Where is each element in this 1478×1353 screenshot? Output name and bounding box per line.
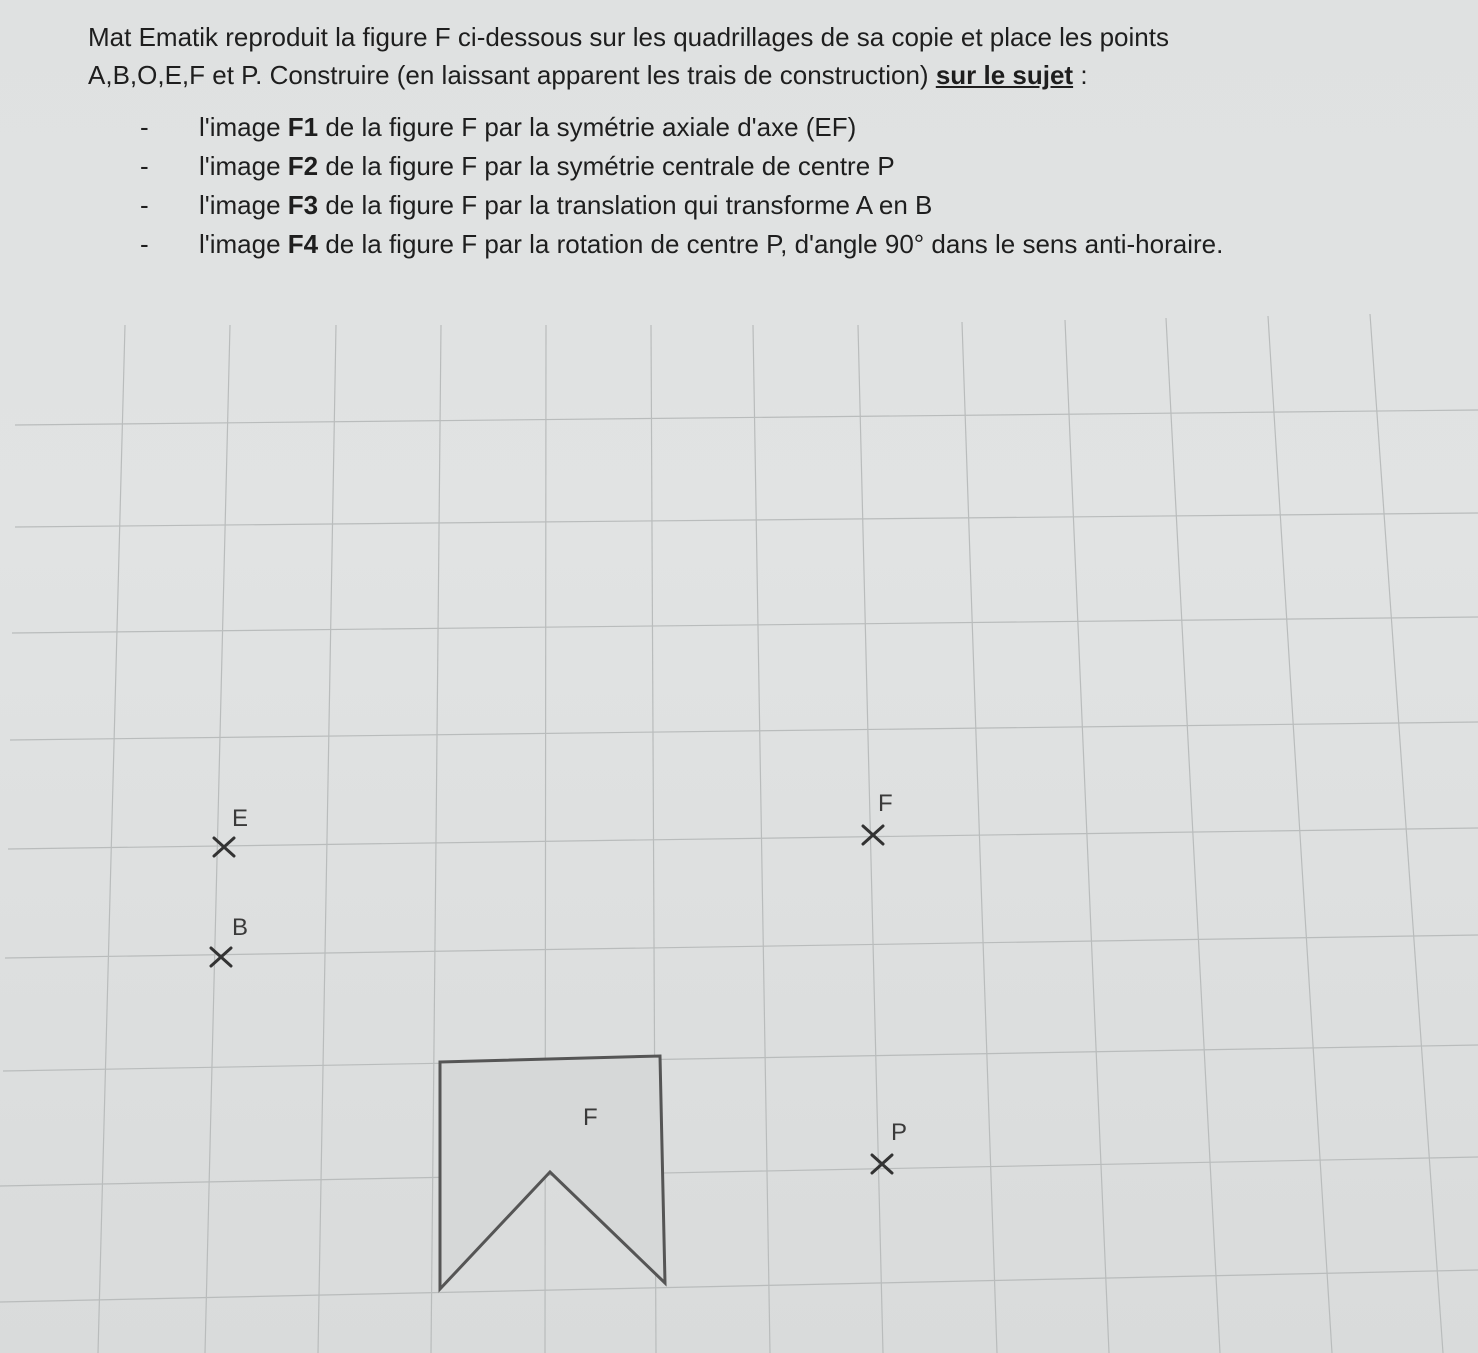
point-f-label: F: [878, 790, 893, 817]
point-b-label: B: [232, 914, 249, 941]
grid-line-horizontal: [15, 513, 1478, 527]
intro-line-2-prefix: A,B,O,E,F et P. Construire (en laissant apparent les trais de construction): [88, 60, 936, 90]
figure-f-shape: [440, 1056, 665, 1289]
task-dash: -: [140, 112, 149, 142]
intro-line-1: Mat Ematik reproduit la figure F ci-dessous sur les quadrillages de sa copie et place les points: [88, 22, 1169, 52]
sur-le-sujet-emphasis: sur le sujet: [935, 60, 1074, 90]
grid-line-vertical: [545, 325, 546, 1353]
grid-line-vertical: [205, 325, 230, 1353]
grid-line-vertical: [962, 322, 997, 1353]
task-figure-name: F3: [287, 190, 319, 220]
point-b: [211, 914, 248, 966]
grid-line-vertical: [753, 325, 770, 1353]
grid-line-vertical: [1166, 318, 1220, 1353]
grid-line-horizontal: [10, 722, 1478, 740]
task-prefix: l'image: [199, 190, 288, 220]
intro-line-2-suffix: :: [1073, 60, 1088, 90]
figure-f-label: F: [583, 1104, 598, 1131]
point-e: [214, 805, 248, 856]
grid-line-horizontal: [3, 1045, 1478, 1071]
task-figure-name: F4: [287, 229, 319, 259]
grid-line-vertical: [98, 325, 125, 1353]
grid-line-horizontal: [15, 410, 1478, 425]
grid-line-vertical: [1370, 314, 1443, 1353]
task-text: de la figure F par la translation qui transforme A en B: [318, 190, 933, 220]
task-figure-name: F1: [287, 112, 319, 142]
point-e-label: E: [232, 805, 249, 832]
task-prefix: l'image: [199, 112, 288, 142]
task-text: de la figure F par la rotation de centre P, d'angle 90° dans le sens anti-horaire.: [318, 229, 1224, 259]
task-text: de la figure F par la symétrie centrale de centre P: [318, 151, 895, 181]
task-dash: -: [140, 190, 149, 220]
task-dash: -: [140, 151, 149, 181]
grid-line-vertical: [318, 325, 336, 1353]
grid-line-horizontal: [8, 828, 1478, 849]
task-text: de la figure F par la symétrie axiale d'axe (EF): [318, 112, 857, 142]
task-prefix: l'image: [199, 229, 288, 259]
task-prefix: l'image: [199, 151, 288, 181]
grid-line-horizontal: [12, 617, 1478, 633]
task-dash: -: [140, 229, 149, 259]
grid-line-vertical: [1268, 316, 1332, 1353]
grid-line-horizontal: [0, 1270, 1478, 1302]
point-p-label: P: [891, 1119, 908, 1146]
task-figure-name: F2: [287, 151, 319, 181]
square-grid: [0, 314, 1478, 1353]
grid-line-vertical: [1065, 320, 1109, 1353]
grid-line-horizontal: [0, 1157, 1478, 1186]
